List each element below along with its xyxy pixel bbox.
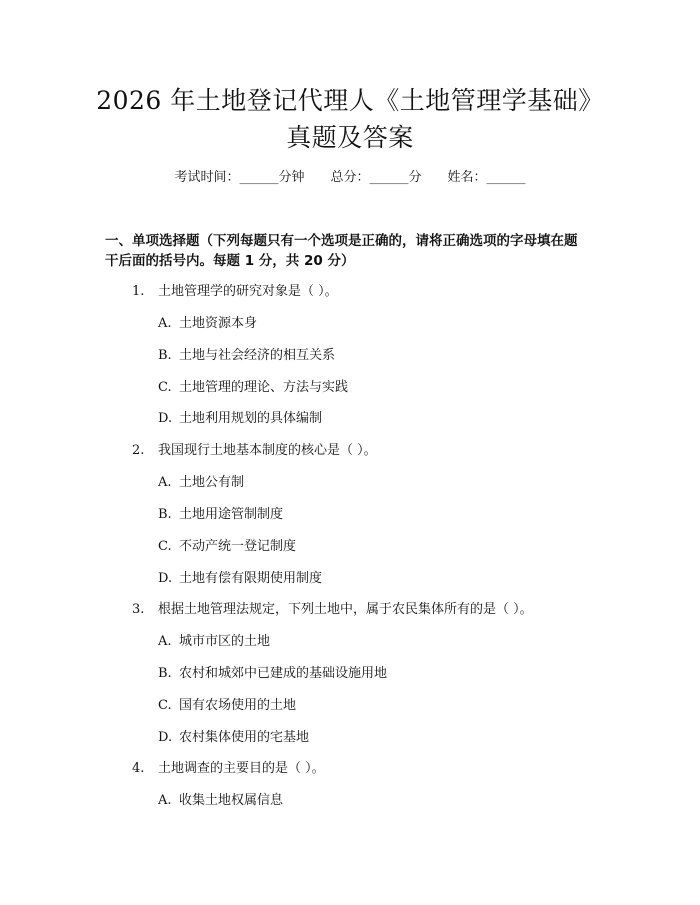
option-letter: B. — [158, 507, 172, 522]
option-text: 土地有偿有限期使用制度 — [179, 571, 323, 586]
question-1 — [132, 283, 338, 301]
document-title-line-1: 2026 年土地登记代理人《土地管理学基础》 — [96, 86, 604, 115]
question-text: 土地调查的主要目的是（ ）。 — [158, 761, 325, 776]
option-letter: A. — [158, 634, 172, 649]
question-3-option-c — [158, 697, 296, 715]
question-text: 我国现行土地基本制度的核心是（ ）。 — [158, 443, 377, 458]
question-1-option-b — [158, 347, 335, 365]
option-text: 土地与社会经济的相互关系 — [179, 348, 336, 363]
question-3-option-d — [158, 729, 309, 747]
option-text: 土地资源本身 — [179, 316, 258, 331]
option-letter: A. — [158, 475, 172, 490]
option-text: 城市市区的土地 — [179, 634, 271, 649]
section-heading-line-1: 一、单项选择题（下列每题只有一个选项是正确的，请将正确选项的字母填在题 — [105, 233, 578, 249]
question-text: 根据土地管理法规定，下列土地中，属于农民集体所有的是（ ）。 — [158, 602, 533, 617]
section-heading-line-2: 干后面的括号内。每题 1 分，共 20 分） — [105, 253, 355, 269]
option-letter: D. — [158, 730, 173, 745]
question-number: 2. — [132, 443, 145, 458]
question-2-option-a — [158, 474, 244, 492]
document-title-line-2: 真题及答案 — [286, 123, 414, 152]
question-1-option-c — [158, 379, 348, 397]
question-2-option-b — [158, 506, 283, 524]
exam-meta-line — [0, 169, 700, 187]
option-letter: A. — [158, 793, 172, 808]
option-text: 土地管理的理论、方法与实践 — [179, 380, 349, 395]
option-text: 不动产统一登记制度 — [179, 539, 297, 554]
question-3-option-b — [158, 665, 387, 683]
option-letter: C. — [158, 539, 172, 554]
option-text: 土地用途管制制度 — [179, 507, 284, 522]
question-number: 3. — [132, 602, 145, 617]
option-letter: D. — [158, 571, 173, 586]
question-3 — [132, 601, 533, 619]
option-text: 农村和城郊中已建成的基础设施用地 — [179, 666, 388, 681]
total-score-field: 总分：______分 — [330, 170, 422, 185]
option-text: 收集土地权属信息 — [179, 793, 284, 808]
option-text: 国有农场使用的土地 — [179, 698, 297, 713]
question-3-option-a — [158, 633, 270, 651]
exam-time-field: 考试时间：______分钟 — [174, 170, 305, 185]
name-field: 姓名：______ — [447, 170, 526, 185]
option-text: 农村集体使用的宅基地 — [179, 730, 310, 745]
question-number: 1. — [132, 284, 145, 299]
question-2 — [132, 442, 377, 460]
option-letter: B. — [158, 666, 172, 681]
question-2-option-d — [158, 570, 322, 588]
option-text: 土地公有制 — [179, 475, 245, 490]
question-1-option-a — [158, 315, 257, 333]
option-text: 土地利用规划的具体编制 — [179, 411, 323, 426]
question-text: 土地管理学的研究对象是（ ）。 — [158, 284, 338, 299]
option-letter: C. — [158, 698, 172, 713]
question-1-option-d — [158, 410, 322, 428]
option-letter: B. — [158, 348, 172, 363]
question-4 — [132, 760, 325, 778]
option-letter: D. — [158, 411, 173, 426]
option-letter: A. — [158, 316, 172, 331]
question-2-option-c — [158, 538, 296, 556]
question-4-option-a — [158, 792, 283, 810]
question-number: 4. — [132, 761, 145, 776]
option-letter: C. — [158, 380, 172, 395]
